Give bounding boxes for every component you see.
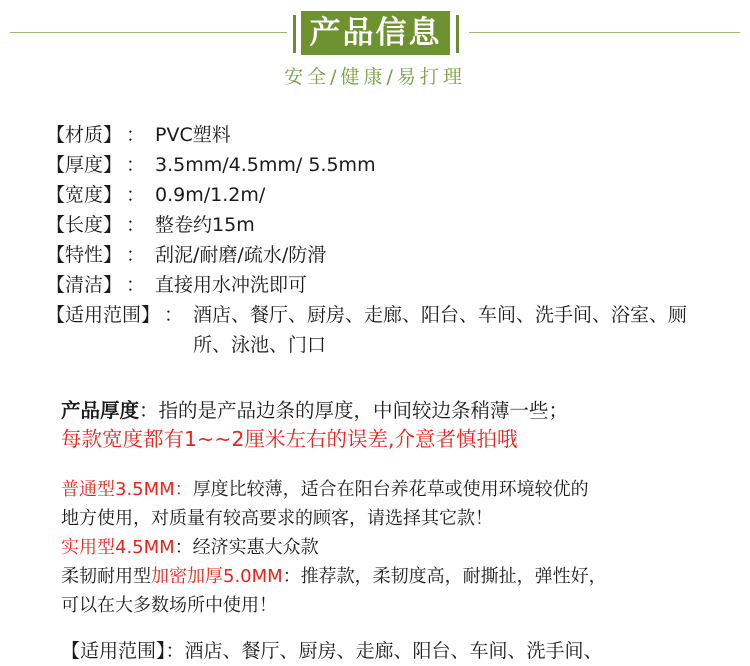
spec-separator: ： — [126, 154, 146, 176]
header-bar-right — [456, 15, 459, 53]
spec-separator: ： — [126, 274, 146, 296]
type-practical-text: ：经济实惠大众款 — [174, 537, 319, 558]
thickness-note-line — [61, 397, 731, 425]
spec-label: 【厚度】 — [46, 154, 123, 176]
type-normal-line-2: 地方使用，对质量有较高要求的顾客，请选择其它款！ — [61, 508, 493, 529]
spec-value: 整卷约15m — [155, 214, 255, 236]
type-durable-label: 加密加厚5.0MM — [151, 566, 283, 587]
spec-row-length — [46, 210, 736, 240]
thickness-note-label: 产品厚度 — [61, 399, 140, 422]
spec-value: PVC塑料 — [155, 124, 231, 146]
type-practical-line — [61, 533, 741, 562]
spec-list — [46, 120, 736, 360]
type-durable-prefix: 柔韧耐用型 — [61, 566, 151, 587]
spec-row-cleaning — [46, 270, 736, 300]
section-subtitle: 安全/健康/易打理 — [284, 66, 466, 88]
header-divider-right — [469, 32, 740, 33]
spec-value: 酒店、餐厅、厨房、走廊、阳台、车间、洗手间、浴室、厕所、泳池、门口 — [193, 304, 688, 356]
spec-value: 0.9m/1.2m/ — [155, 184, 266, 206]
spec-row-thickness — [46, 150, 736, 180]
spec-row-width — [46, 180, 736, 210]
type-durable-line-2: 可以在大多数场所中使用！ — [61, 595, 277, 616]
type-normal-line-1 — [61, 475, 741, 504]
spec-separator: ： — [126, 244, 146, 266]
thickness-note-text: ：指的是产品边条的厚度，中间较边条稍薄一些； — [139, 399, 569, 422]
spec-value: 直接用水冲洗即可 — [155, 274, 308, 296]
spec-value: 3.5mm/4.5mm/ 5.5mm — [155, 154, 376, 176]
spec-label: 【清洁】 — [46, 274, 123, 296]
spec-separator: ： — [126, 214, 146, 236]
section-title: 产品信息 — [301, 11, 450, 55]
header-divider-left — [10, 32, 287, 33]
tolerance-warning: 每款宽度都有1~~2厘米左右的误差,介意者慎拍哦 — [61, 427, 518, 451]
section-header — [0, 0, 750, 100]
spec-value: 刮泥/耐磨/疏水/防滑 — [155, 244, 327, 266]
spec-row-features — [46, 240, 736, 270]
type-normal-text: 厚度比较薄，适合在阳台养花草或使用环境较优的 — [192, 479, 589, 500]
spec-label: 【材质】 — [46, 124, 123, 146]
type-durable-line-1 — [61, 562, 741, 591]
spec-label: 【适用范围】 — [46, 304, 161, 326]
spec-label: 【长度】 — [46, 214, 123, 236]
type-durable-text: ：推荐款，柔韧度高，耐撕扯，弹性好， — [282, 566, 607, 587]
spec-row-material — [46, 120, 736, 150]
spec-label: 【宽度】 — [46, 184, 123, 206]
bottom-scope-value: ：酒店、餐厅、厨房、走廊、阳台、车间、洗手间、 — [165, 640, 603, 662]
thickness-note — [61, 397, 731, 453]
product-types — [61, 475, 741, 620]
spec-row-scope — [46, 300, 736, 360]
spec-separator: ： — [126, 124, 146, 146]
spec-label: 【特性】 — [46, 244, 123, 266]
type-normal-label: 普通型3.5MM： — [61, 479, 193, 500]
spec-separator: ： — [164, 304, 184, 326]
spec-separator: ： — [126, 184, 146, 206]
bottom-scope-line — [61, 636, 741, 666]
header-bar-left — [293, 15, 296, 53]
bottom-scope-label: 【适用范围】 — [61, 640, 166, 662]
type-practical-label: 实用型4.5MM — [61, 537, 175, 558]
